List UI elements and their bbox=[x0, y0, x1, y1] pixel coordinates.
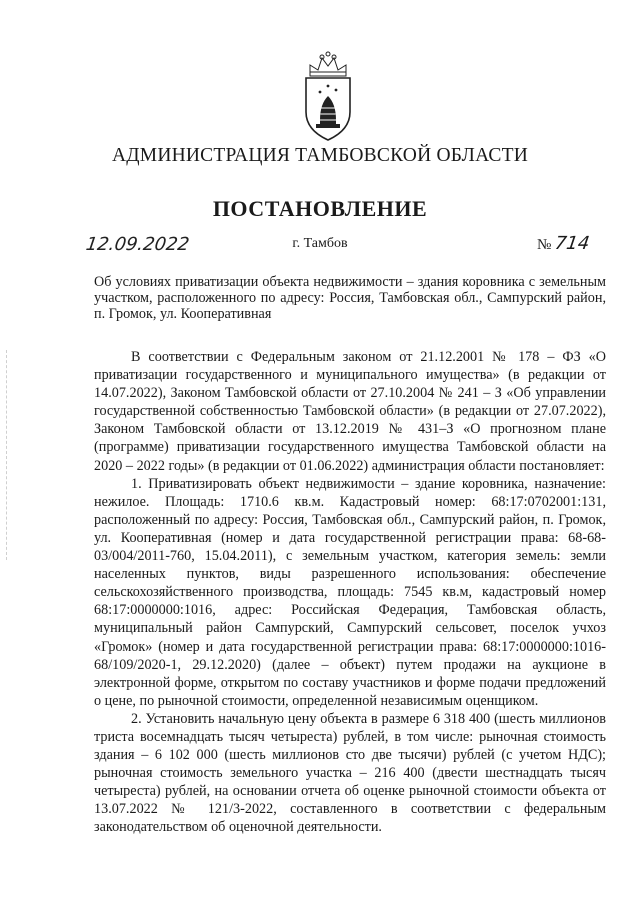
document-subject: Об условиях приватизации объекта недвижимости – здания коровника с земельным участком, расположенного по адресу: Россия, Тамбовская обл., Сампурский район, п. Громок, ул. Кооперативная bbox=[94, 274, 606, 323]
document-city: г. Тамбов bbox=[292, 236, 348, 251]
number-prefix: № bbox=[537, 237, 552, 253]
item-1-paragraph: 1. Приватизировать объект недвижимости – здание коровника, назначение: нежилое. Площадь: 1710.6 кв.м. Кадастровый номер: 68:17:0702001:131, расположенный по адресу: Россия, Тамбовская обл., Сампурский район, п. Громок, ул. Кооперативная (номер и дата государственной регистрации права: 68-68-03/004/2011-760, 15.04.2011), с земельным участком, категория земель: земли населенных пунктов, виды разрешенного использования: обеспечение сельскохозяйственного производства, площадь: 7545 кв.м, кадастровый номер 68:17:0000000:1016, адрес: Российская Федерация, Тамбовская область, муниципальный район Сампурский, Сампурский сельсовет, поселок учхоз «Громок» (номер и дата государственной регистрации права: 68:17:0000000:1016-68/109/2020-1, 29.12.2020) (далее – объект) путем продажи на аукционе в электронной форме, открытом по составу участников и форме подачи предложений о цене, по рыночной стоимости, определенной независимым оценщиком. bbox=[94, 475, 606, 709]
document-body bbox=[94, 348, 606, 837]
document-number bbox=[537, 233, 590, 254]
tambov-coat-of-arms-icon bbox=[298, 50, 358, 146]
scan-margin-marks bbox=[6, 350, 9, 560]
document-type-title: ПОСТАНОВЛЕНИЕ bbox=[212, 196, 428, 221]
item-2-paragraph: 2. Установить начальную цену объекта в размере 6 318 400 (шесть миллионов триста восемнадцать тысяч четыреста) рублей, в том числе: рыночная стоимость здания – 6 102 000 (шесть миллионов сто две тысячи) рублей (с учетом НДС); рыночная стоимость земельного участка – 216 400 (двести шестнадцать тысяч четыреста) рублей, на основании отчета об оценке рыночной стоимости объекта от 13.07.2022 № 121/3-2022, составленного в соответствии с федеральным законодательством об оценочной деятельности. bbox=[94, 710, 606, 836]
number-value: 714 bbox=[553, 233, 592, 254]
organization-title: АДМИНИСТРАЦИЯ ТАМБОВСКОЙ ОБЛАСТИ bbox=[112, 145, 528, 166]
document-date: 12.09.2022 bbox=[84, 234, 191, 255]
preamble-paragraph: В соответствии с Федеральным законом от 21.12.2001 № 178 – ФЗ «О приватизации государственного и муниципального имущества» (в редакции от 14.07.2022), Законом Тамбовской области от 27.10.2004 № 241 – З «Об управлении государственной собственностью Тамбовской области» (в редакции от 27.07.2022), Законом Тамбовской области от 13.12.2019 № 431–З «О прогнозном плане (программе) приватизации государственного имущества Тамбовской области на 2020 – 2022 годы» (в редакции от 01.06.2022) администрация области постановляет: bbox=[94, 349, 606, 474]
